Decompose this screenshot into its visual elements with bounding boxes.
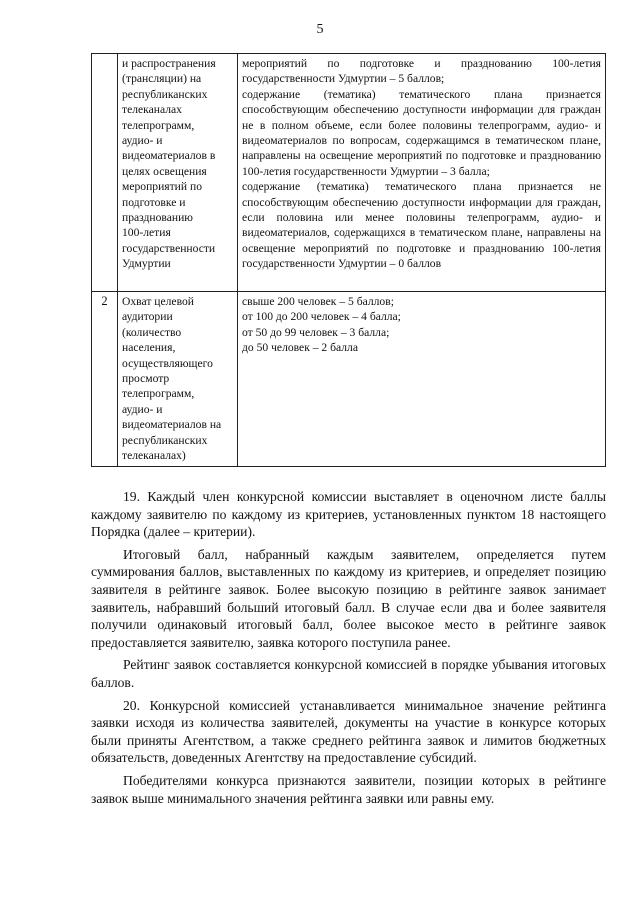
name-line: Охват целевой xyxy=(122,295,194,308)
paragraph: 19. Каждый член конкурсной комиссии выставляет в оценочном листе баллы каждому заявителю по каждому из критериев, установленных пунктом 18 настоящего Порядка (далее – критерии). xyxy=(91,489,606,540)
score-line: свыше 200 человек – 5 баллов; xyxy=(242,295,394,308)
criterion-description xyxy=(238,54,606,292)
name-line: подготовке и xyxy=(122,195,186,209)
criterion-name xyxy=(118,54,238,292)
name-line: 100-летия xyxy=(122,226,171,240)
name-line: осуществляющего xyxy=(122,356,213,370)
name-line: аудио- и xyxy=(122,134,163,148)
name-line: и распространения xyxy=(122,57,216,70)
criteria-table xyxy=(91,53,606,467)
name-line: празднованию xyxy=(122,211,193,225)
name-line: телеканалах xyxy=(122,103,182,117)
paragraph: Победителями конкурса признаются заявители, позиции которых в рейтинге заявок выше минимального значения рейтинга заявки или равны ему. xyxy=(91,772,606,806)
score-line: от 50 до 99 человек – 3 балла; xyxy=(242,325,390,339)
name-line: видеоматериалов на xyxy=(122,418,222,432)
description-paragraph: содержание (тематика) тематического плана признается способствующим обеспечению доступности информации для граждан не в полном объеме, если более половины телепрограмм, аудио- и видеоматериалов по вопросам, содержащимся в тематическом плане, направлены на освещение мероприятий по подготовке и празднованию 100-летия государственности Удмуртии – 3 балла; xyxy=(242,87,601,178)
criterion-number xyxy=(92,54,118,292)
name-line: населения, xyxy=(122,341,176,355)
table-row xyxy=(92,54,606,292)
name-line: (трансляции) на xyxy=(122,72,202,86)
paragraph: Итоговый балл, набранный каждым заявителем, определяется путем суммирования баллов, выставленных по каждому из критериев, и определяет позицию заявителя в рейтинге заявок. Более высокую позицию в рейтинге заявок занимает заявитель, набравший больший итоговый балл. В случае если два и более заявителя получили одинаковый итоговый балл, более высокое место в рейтинге заявок предоставляется заявителю, заявка которого поступила ранее. xyxy=(91,546,606,650)
criterion-name xyxy=(118,292,238,467)
name-line: телепрограмм, xyxy=(122,387,195,401)
name-line: государственности xyxy=(122,241,216,255)
name-line: аудио- и xyxy=(122,402,163,416)
name-line: (количество xyxy=(122,325,182,339)
body-text xyxy=(91,488,606,812)
paragraph: 20. Конкурсной комиссией устанавливается минимальное значение рейтинга заявки исходя из количества заявителей, документы на участие в конкурсе которых были приняты Агентством, а также среднего рейтинга заявок и лимитов бюджетных обязательств, доведенных Агентству на предоставление субсидий. xyxy=(91,697,606,766)
criterion-number: 2 xyxy=(92,292,118,467)
score-line: от 100 до 200 человек – 4 балла; xyxy=(242,310,401,324)
name-line: мероприятий по xyxy=(122,180,202,194)
name-line: Удмуртии xyxy=(122,257,171,271)
name-line: аудитории xyxy=(122,310,173,324)
paragraph: Рейтинг заявок составляется конкурсной комиссией в порядке убывания итоговых баллов. xyxy=(91,657,606,690)
criterion-description xyxy=(238,292,606,467)
name-line: республиканских xyxy=(122,87,208,101)
description-paragraph: мероприятий по подготовке и празднованию 100-летия государственности Удмуртии – 5 баллов; xyxy=(242,57,601,86)
score-line: до 50 человек – 2 балла xyxy=(242,341,358,355)
name-line: телеканалах) xyxy=(122,449,186,463)
name-line: республиканских xyxy=(122,433,208,447)
name-line: видеоматериалов в xyxy=(122,149,216,163)
name-line: телепрограмм, xyxy=(122,118,195,132)
name-line: целях освещения xyxy=(122,164,207,178)
name-line: просмотр xyxy=(122,372,170,386)
table-row xyxy=(92,292,606,467)
description-paragraph: содержание (тематика) тематического плана признается не способствующим обеспечению доступности информации для граждан, если половина или менее половины телепрограмм, аудио- и видеоматериалов, содержащихся в тематическом плане, направлены на освещение мероприятий по подготовке и празднованию 100-летия государственности Удмуртии – 0 баллов xyxy=(242,180,601,271)
page-number: 5 xyxy=(316,22,324,37)
